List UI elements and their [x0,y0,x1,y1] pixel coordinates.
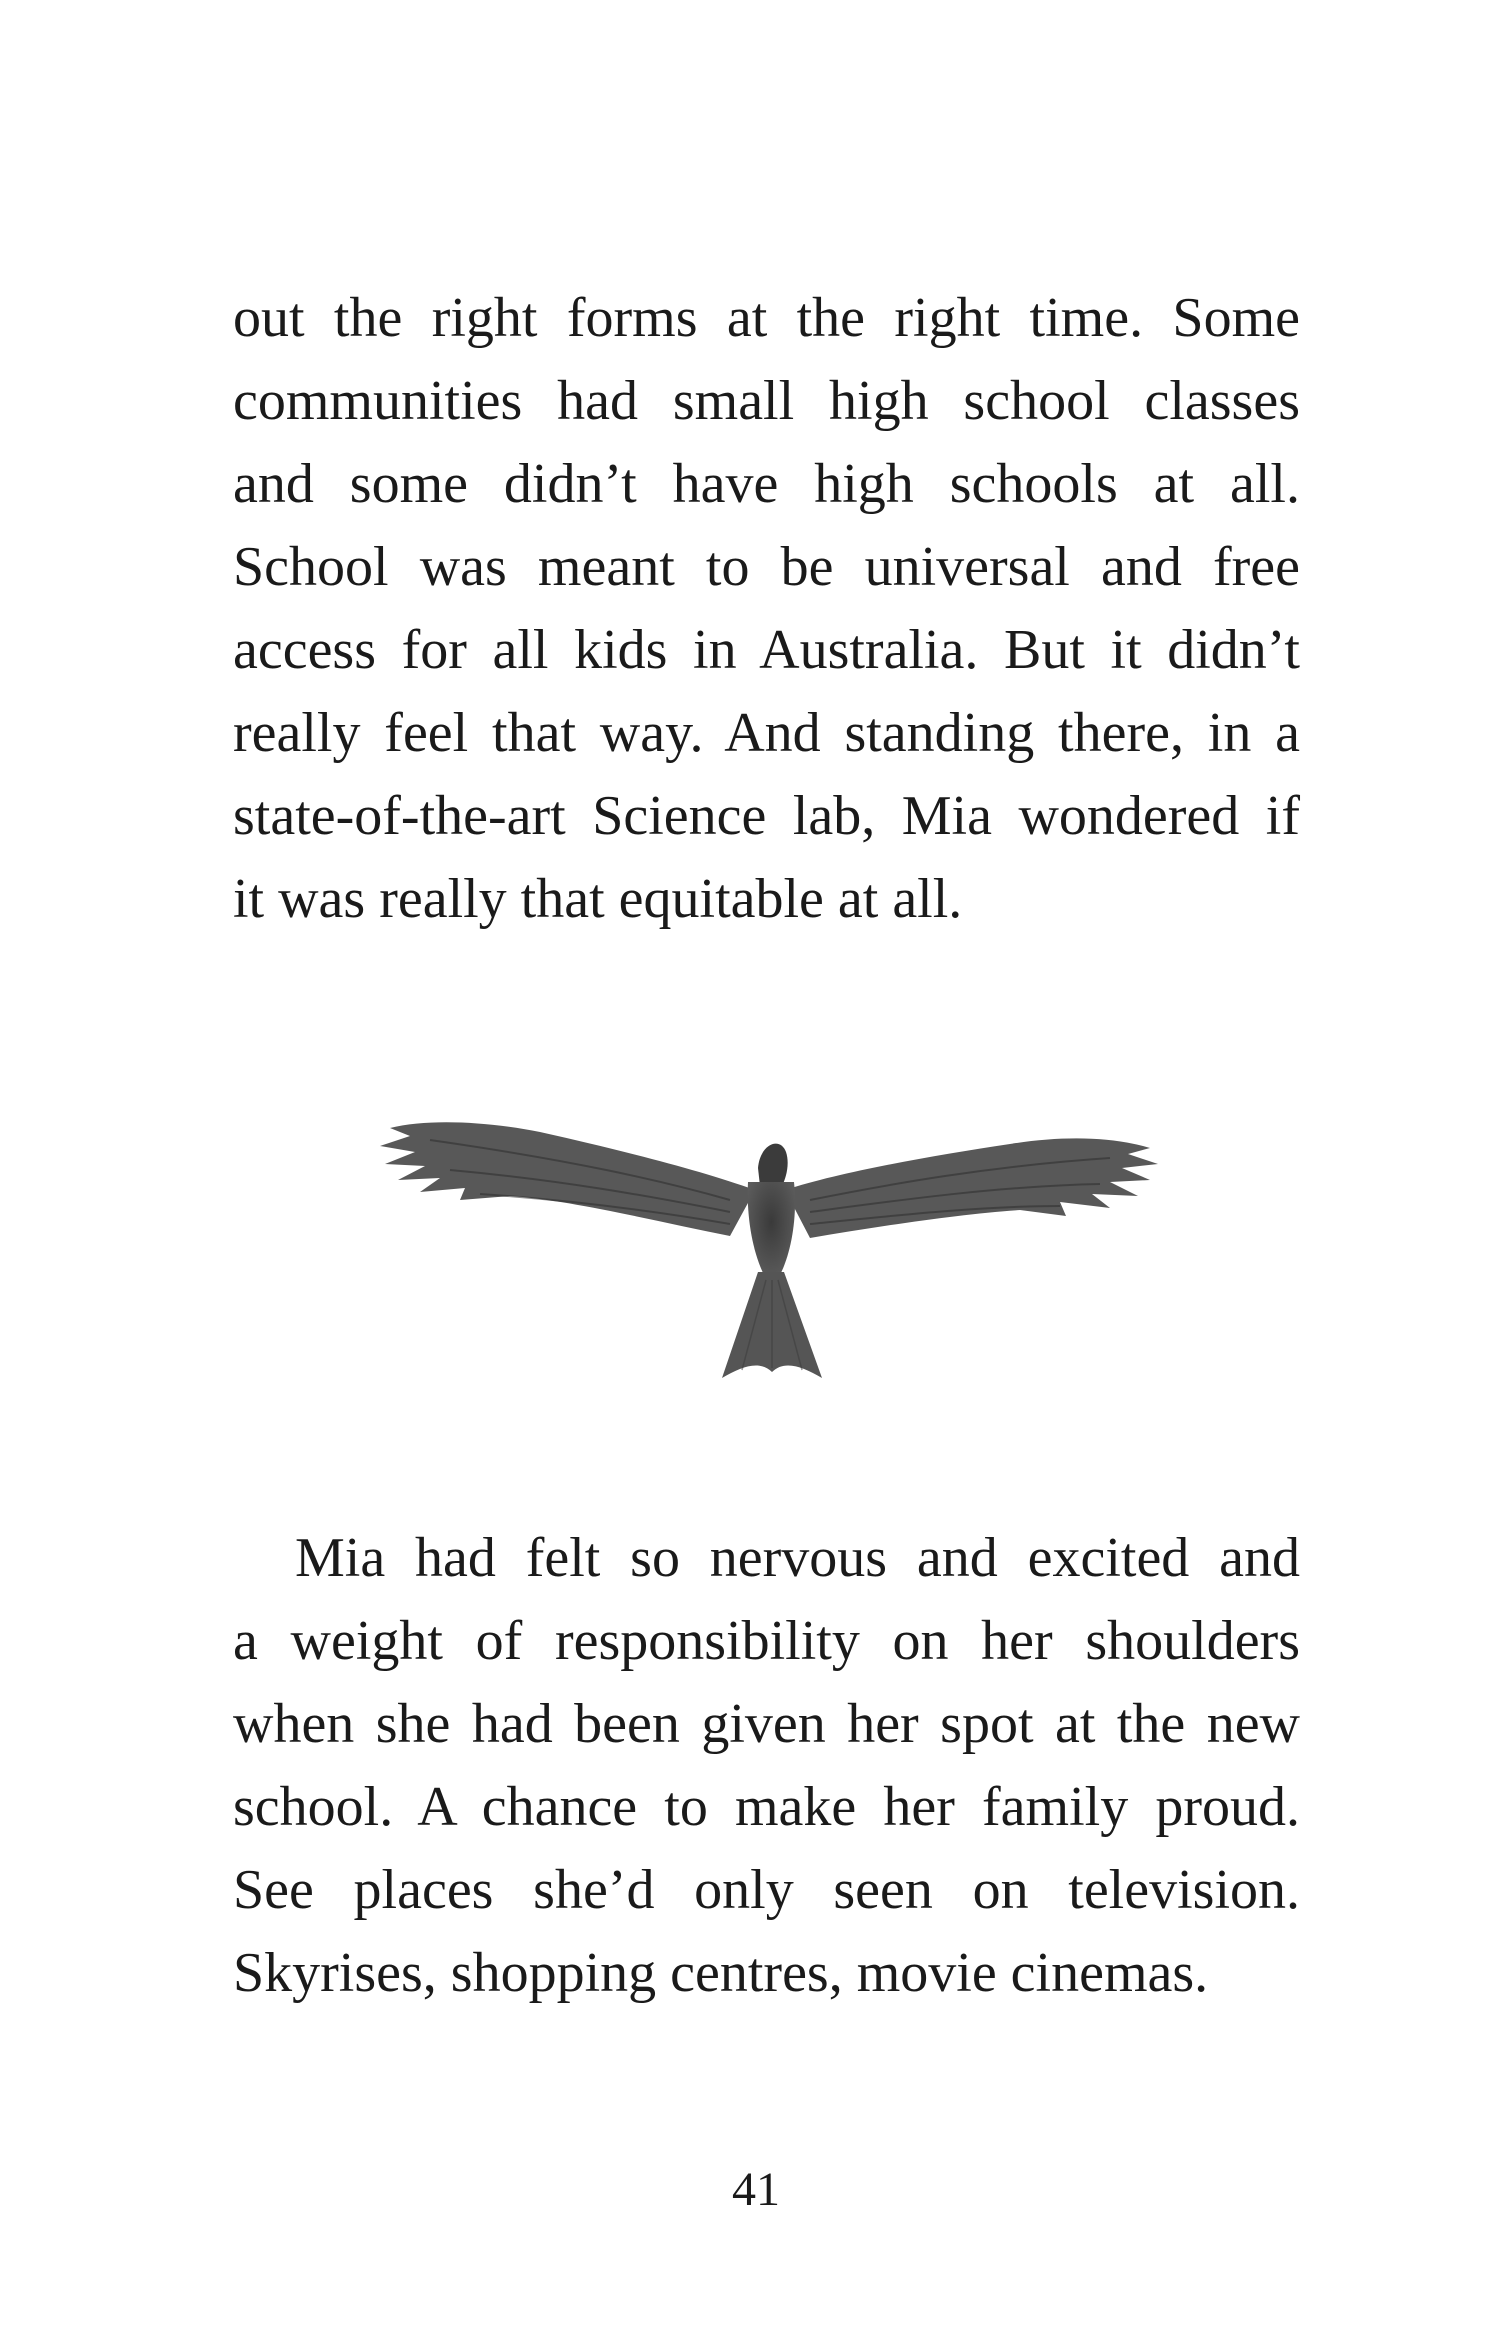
text-line: state-of-the-art Science lab, Mia wondered if [233,785,1300,847]
text-line: Skyrises, shopping centres, movie cinemas. [233,1942,1209,2004]
paragraph-1 [233,277,1300,941]
text-line: school. A chance to make her family proud. [233,1776,1300,1838]
text-line: access for all kids in Australia. But it didn’t [233,619,1300,681]
text-line: really feel that way. And standing there, in a [233,702,1300,764]
text-line: and some didn’t have high schools at all. [233,453,1300,515]
soaring-bird-icon [370,1060,1170,1400]
text-line: See places she’d only seen on television. [233,1859,1300,1921]
text-line: it was really that equitable at all. [233,868,963,930]
page-number: 41 [732,2163,780,2216]
text-line: Mia had felt so nervous and excited and [295,1527,1300,1589]
text-line: out the right forms at the right time. Some [233,287,1300,349]
text-line: a weight of responsibility on her shoulders [233,1610,1300,1672]
paragraph-2 [233,1517,1300,2015]
text-line: when she had been given her spot at the new [233,1693,1300,1755]
text-line: School was meant to be universal and free [233,536,1300,598]
text-line: communities had small high school classes [233,370,1300,432]
